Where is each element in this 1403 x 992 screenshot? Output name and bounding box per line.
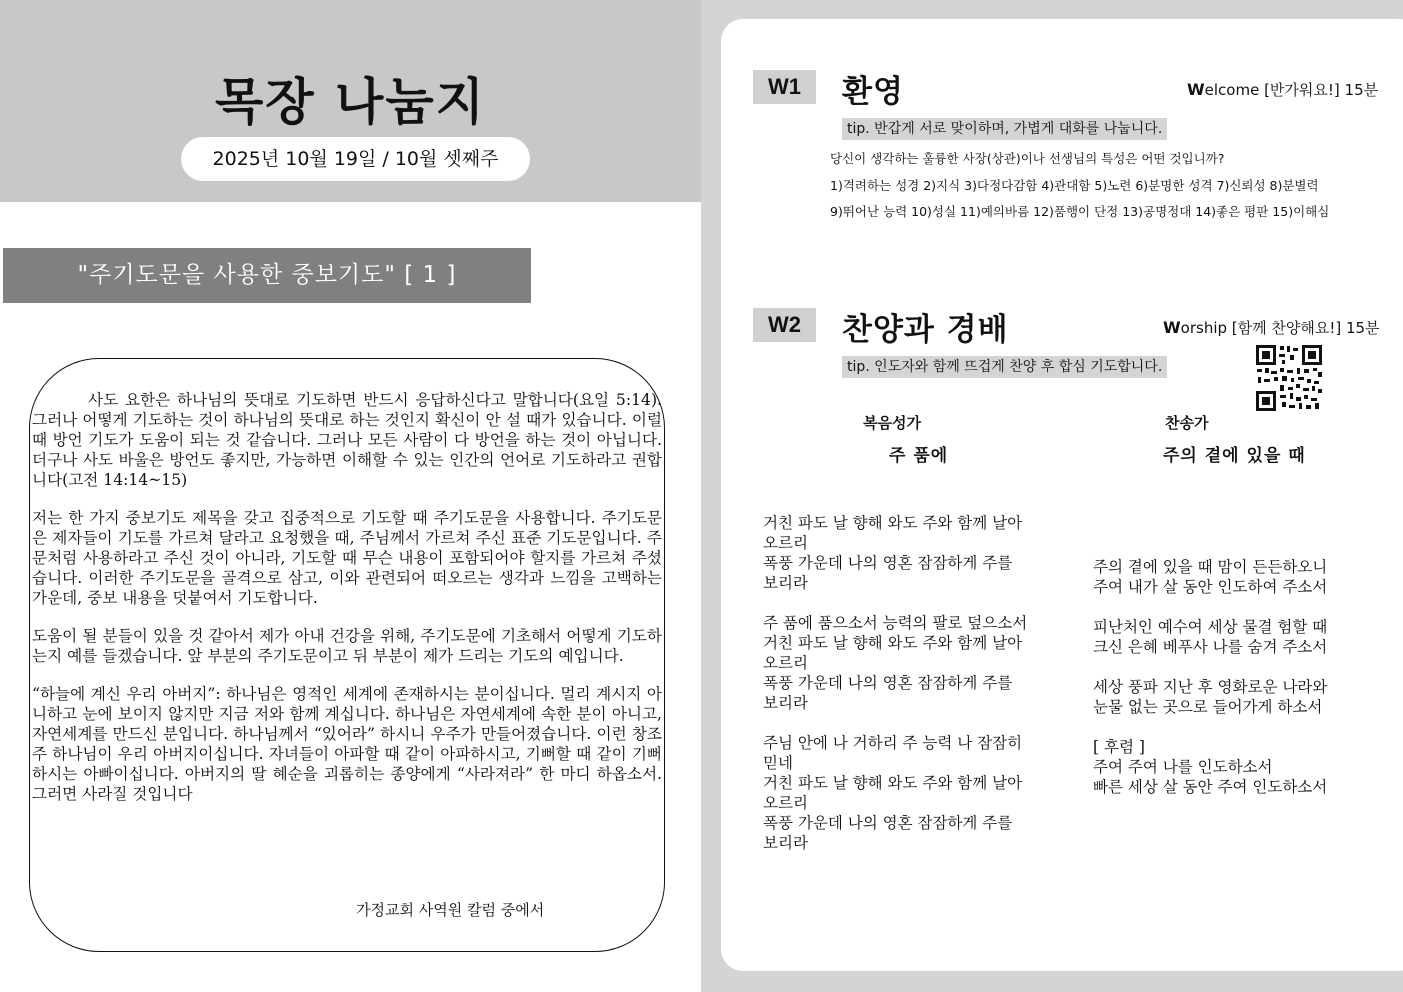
w2-subtitle-initial: W	[1163, 318, 1181, 337]
lyric-line: 오르리	[763, 534, 808, 552]
qr-code-icon	[1254, 343, 1324, 413]
w2-title: 찬양과 경배	[842, 312, 1009, 348]
gospel-lyrics	[763, 513, 1075, 873]
lyric-line: 세상 풍파 지난 후 영화로운 나라와	[1093, 678, 1328, 696]
column-source: 가정교회 사역원 칼럼 중에서	[356, 901, 545, 919]
lyrics-stanza	[763, 513, 1075, 593]
w2-subtitle	[1163, 317, 1380, 338]
left-page	[0, 0, 701, 992]
w1-options-1: 1)격려하는 성경 2)지식 3)다정다감함 4)관대함 5)노련 6)분명한 성격 7)신뢰성 8)분별력	[830, 178, 1319, 193]
w1-subtitle-text: elcome [반가워요!] 15분	[1204, 81, 1379, 99]
lyric-line: 폭풍 가운데 나의 영혼 잠잠하게 주를	[763, 674, 1013, 692]
w1-options-2: 9)뛰어난 능력 10)성실 11)예의바름 12)품행이 단정 13)공명정대 14)좋은 평판 15)이해심	[830, 204, 1330, 219]
lyric-line: 오르리	[763, 794, 808, 812]
lyric-line: 주님 안에 나 거하리 주 능력 나 잠잠히	[763, 734, 1023, 752]
lyric-line: 거친 파도 날 향해 와도 주와 함께 날아	[763, 514, 1023, 532]
lyric-line: 크신 은혜 베푸사 나를 숨겨 주소서	[1093, 638, 1328, 656]
column-paragraph: 저는 한 가지 중보기도 제목을 갖고 집중적으로 기도할 때 주기도문을 사용합니다. 주기도문은 제자들이 기도를 가르쳐 달라고 요청했을 때, 주님께서 가르쳐 주신 표준 기도문입니다. 주문처럼 사용하라고 주신 것이 아니라, 기도할 때 무슨 내용이 포함되어야 할지를 가르쳐 주셨습니다. 이러한 주기도문을 골격으로 삼고, 이와 관련되어 떠오르는 생각과 느낌을 고백하는 가운데, 중보 내용을 덧붙여서 기도합니다.	[32, 509, 662, 607]
hymn-title: 주의 곁에 있을 때	[1163, 446, 1306, 466]
w1-question: 당신이 생각하는 훌륭한 사장(상관)이나 선생님의 특성은 어떤 것입니까?	[830, 151, 1225, 166]
lyric-line: 보리라	[763, 574, 808, 592]
w1-title: 환영	[842, 74, 904, 110]
lyric-line: 오르리	[763, 654, 808, 672]
lyric-line: 보리라	[763, 694, 808, 712]
w1-subtitle-initial: W	[1187, 80, 1205, 99]
lyric-line: 피난처인 예수여 세상 물결 험할 때	[1093, 618, 1328, 636]
lyric-line: 주의 곁에 있을 때 맘이 든든하오니	[1093, 558, 1328, 576]
lyrics-stanza	[763, 613, 1075, 713]
w2-subtitle-text: orship [함께 찬양해요!] 15분	[1180, 319, 1380, 337]
lyric-line: 거친 파도 날 향해 와도 주와 함께 날아	[763, 634, 1023, 652]
column-paragraph: 도움이 될 분들이 있을 것 같아서 제가 아내 건강을 위해, 주기도문에 기초해서 어떻게 기도하는지 예를 들겠습니다. 앞 부분의 주기도문이고 뒤 부분이 제가 드리는 기도의 예입니다.	[32, 627, 662, 665]
w2-badge: W2	[753, 308, 816, 342]
column-paragraph: 사도 요한은 하나님의 뜻대로 기도하면 반드시 응답하신다고 말합니다(요일 5:14). 그러나 어떻게 기도하는 것이 하나님의 뜻대로 하는 것인지 확신이 안 설 때가 있습니다. 이럴 때 방언 기도가 도움이 되는 것 같습니다. 그러나 모든 사람이 다 방언을 하는 것이 아닙니다. 더구나 사도 바울은 방언도 좋지만, 가능하면 이해할 수 있는 인간의 언어로 기도하라고 권합니다(고전 14:14~15)	[32, 391, 662, 489]
date-pill: 2025년 10월 19일 / 10월 셋째주	[181, 137, 530, 181]
column-paragraph: “하늘에 계신 우리 아버지”: 하나님은 영적인 세계에 존재하시는 분이십니다. 멀리 계시지 아니하고 눈에 보이지 않지만 지금 저와 함께 계십니다. 하나님은 자연세계에 속한 분이 아니고, 자연세계를 만드신 분입니다. 하나님께서 “있어라” 하시니 우주가 만들어졌습니다. 이런 창조주 하나님이 우리 아버지이십니다. 자녀들이 아파할 때 같이 아파하시고, 기뻐할 때 같이 기뻐하시는 아빠이십니다. 아버지의 딸 혜순을 괴롭히는 종양에게 “사라져라” 한 마디 하옵소서. 그러면 사라질 것입니다	[32, 685, 662, 803]
lyric-line: 폭풍 가운데 나의 영혼 잠잠하게 주를	[763, 554, 1013, 572]
lyric-line: 거친 파도 날 향해 와도 주와 함께 날아	[763, 774, 1023, 792]
gospel-label: 복음성가	[863, 414, 921, 432]
w1-tip: tip. 반갑게 서로 맞이하며, 가볍게 대화를 나눕니다.	[842, 118, 1167, 140]
lyric-line: 믿네	[763, 754, 793, 772]
lyric-line: 주여 주여 나를 인도하소서	[1093, 758, 1273, 776]
w1-subtitle	[1187, 79, 1378, 100]
lyrics-stanza	[1093, 737, 1378, 797]
lyrics-stanza	[1093, 557, 1378, 597]
w1-badge: W1	[753, 70, 816, 104]
hymn-label: 찬송가	[1165, 414, 1209, 432]
w2-tip: tip. 인도자와 함께 뜨겁게 찬양 후 합심 기도합니다.	[842, 356, 1167, 378]
lyrics-stanza	[1093, 677, 1378, 717]
lyric-line: 폭풍 가운데 나의 영혼 잠잠하게 주를	[763, 814, 1013, 832]
page-title: 목장 나눔지	[215, 73, 486, 131]
lyric-line: 빠른 세상 살 동안 주여 인도하소서	[1093, 778, 1328, 796]
section-heading: "주기도문을 사용한 중보기도" [ 1 ]	[3, 248, 531, 303]
lyric-line: 보리라	[763, 834, 808, 852]
lyric-line: 주 품에 품으소서 능력의 팔로 덮으소서	[763, 614, 1028, 632]
gospel-title: 주 품에	[889, 446, 949, 466]
column-text	[32, 390, 662, 822]
lyric-line: 눈물 없는 곳으로 들어가게 하소서	[1093, 698, 1323, 716]
lyric-line: [ 후렴 ]	[1093, 738, 1145, 756]
lyric-line: 주여 내가 살 동안 인도하여 주소서	[1093, 578, 1328, 596]
lyrics-stanza	[763, 733, 1075, 853]
hymn-lyrics	[1093, 557, 1378, 817]
lyrics-stanza	[1093, 617, 1378, 657]
